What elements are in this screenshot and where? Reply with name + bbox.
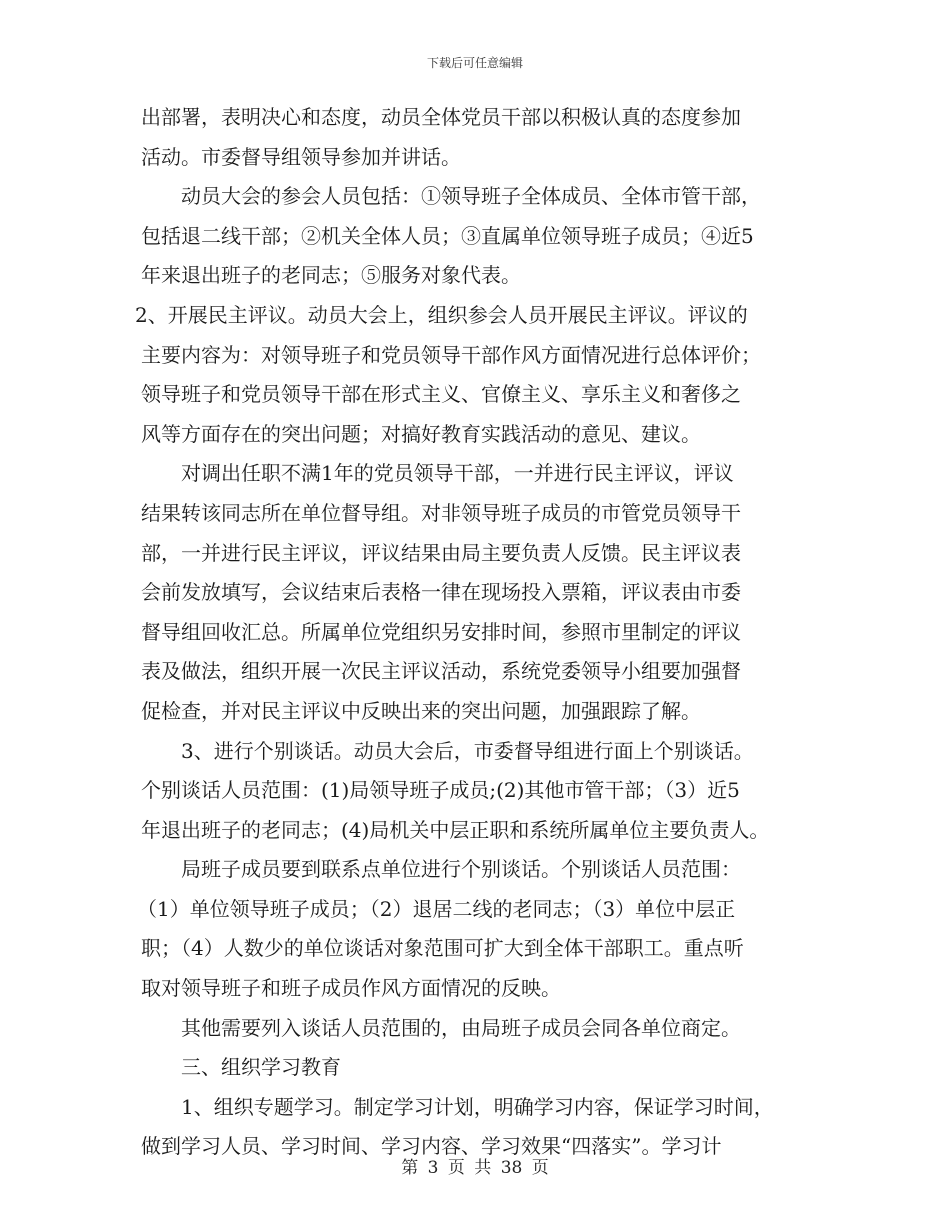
- text-line: 其他需要列入谈话人员范围的，由局班子成员会同各单位商定。: [141, 1015, 741, 1040]
- text-line: 年退出班子的老同志；(4)局机关中层正职和系统所属单位主要负责人。: [141, 817, 770, 842]
- document-body: [135, 98, 821, 1167]
- text-line: （1）单位领导班子成员；（2）退居二线的老同志；（3）单位中层正: [137, 896, 736, 921]
- text-line: 出部署，表明决心和态度，动员全体党员干部以积极认真的态度参加: [141, 105, 741, 129]
- text-line: 3、进行个别谈话。动员大会后，市委督导组进行面上个别谈话。: [141, 738, 754, 763]
- text-line: 对调出任职不满1年的党员领导干部，一并进行民主评议，评议: [141, 461, 734, 486]
- text-line: 表及做法，组织开展一次民主评议活动，系统党委领导小组要加强督: [141, 659, 741, 684]
- text-line: 局班子成员要到联系点单位进行个别谈话。个别谈话人员范围：: [141, 857, 741, 882]
- page-number-footer: 第 3 页 共 38 页: [401, 1158, 549, 1178]
- text-line: 2、开展民主评议。动员大会上，组织参会人员开展民主评议。评议的: [135, 302, 748, 327]
- text-line: 主要内容为：对领导班子和党员领导干部作风方面情况进行总体评价；: [141, 342, 761, 367]
- text-line: 会前发放填写，会议结束后表格一律在现场投入票箱，评议表由市委: [141, 580, 741, 605]
- text-line: 个别谈话人员范围：(1)局领导班子成员;(2)其他市管干部；（3）近5: [141, 778, 740, 803]
- text-line: 职；（4）人数少的单位谈话对象范围可扩大到全体干部职工。重点听: [141, 936, 744, 961]
- text-line: 结果转该同志所在单位督导组。对非领导班子成员的市管党员领导干: [141, 500, 741, 525]
- page-header: 下载后可任意编辑: [426, 56, 523, 70]
- text-line: 动员大会的参会人员包括：①领导班子全体成员、全体市管干部，: [141, 184, 761, 209]
- text-line: 督导组回收汇总。所属单位党组织另安排时间，参照市里制定的评议: [141, 619, 741, 644]
- text-line: 领导班子和党员领导干部在形式主义、官僚主义、享乐主义和奢侈之: [141, 382, 741, 407]
- text-line: 活动。市委督导组领导参加并讲话。: [141, 144, 461, 169]
- text-line: 风等方面存在的突出问题；对搞好教育实践活动的意见、建议。: [141, 421, 701, 446]
- text-line: 年来退出班子的老同志；⑤服务对象代表。: [141, 263, 521, 288]
- text-line: 取对领导班子和班子成员作风方面情况的反映。: [141, 976, 561, 1001]
- text-line: 三、组织学习教育: [141, 1055, 341, 1080]
- text-line: 1、组织专题学习。制定学习计划，明确学习内容，保证学习时间，: [141, 1094, 774, 1119]
- text-line: 包括退二线干部；②机关全体人员；③直属单位领导班子成员；④近5: [141, 223, 754, 248]
- text-line: 做到学习人员、学习时间、学习内容、学习效果“四落实”。学习计: [141, 1134, 722, 1159]
- text-line: 促检查，并对民主评议中反映出来的突出问题，加强跟踪了解。: [141, 698, 701, 723]
- text-line: 部，一并进行民主评议，评议结果由局主要负责人反馈。民主评议表: [141, 540, 741, 565]
